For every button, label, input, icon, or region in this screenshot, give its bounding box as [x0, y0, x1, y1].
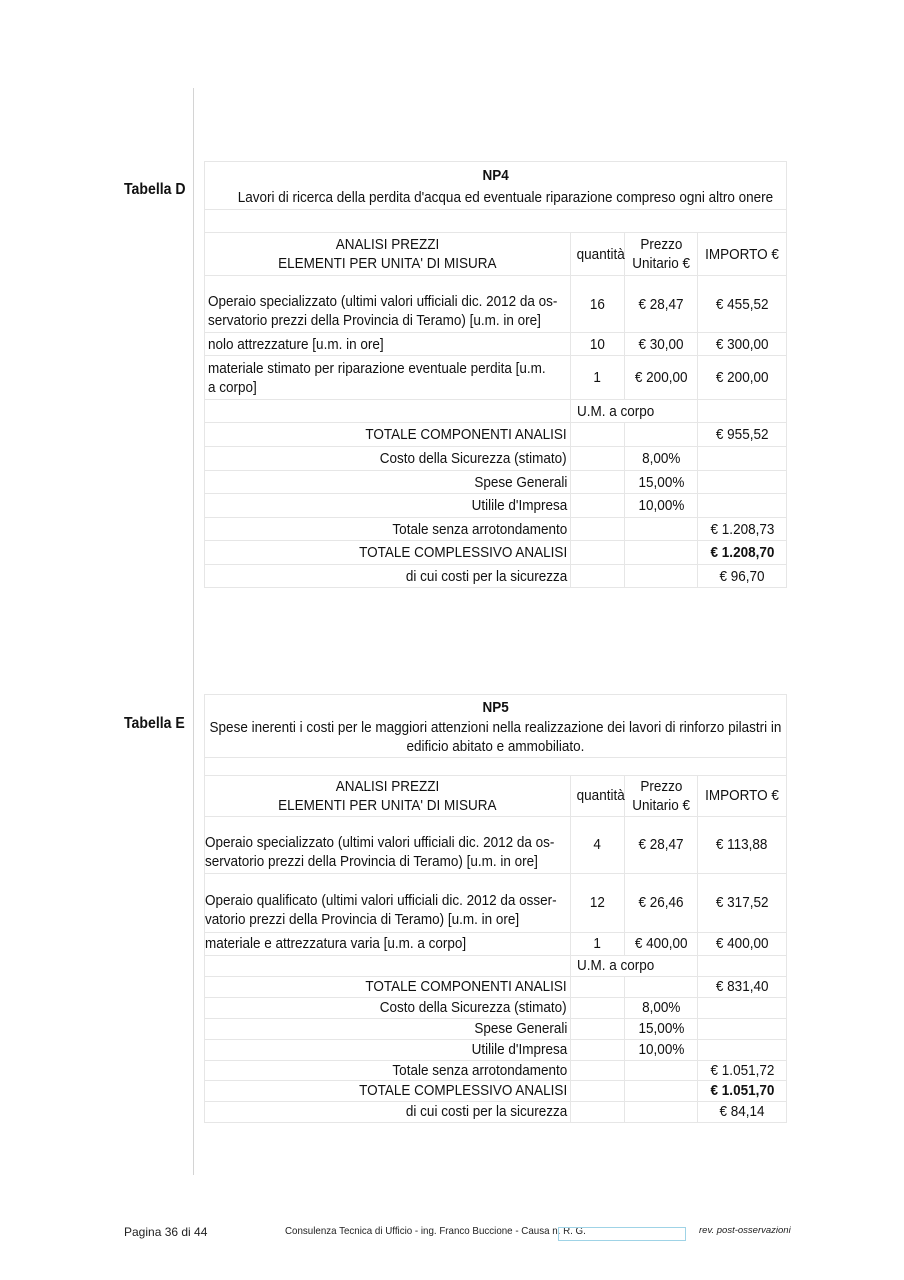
- header-quantita: quantità: [576, 245, 625, 263]
- summary-amount: € 955,52: [715, 426, 769, 443]
- summary-label: Costo della Sicurezza (stimato): [380, 450, 567, 467]
- summary-amount: € 1.208,73: [710, 520, 774, 538]
- item-amount: € 400,00: [715, 935, 769, 952]
- item-qty: 4: [593, 836, 602, 853]
- summary-row: [205, 1101, 787, 1122]
- item-desc: nolo attrezzature [u.m. in ore]: [208, 335, 384, 353]
- header-analisi: ANALISI PREZZI: [335, 236, 440, 253]
- summary-label: TOTALE COMPLESSIVO ANALISI: [358, 544, 567, 561]
- item-price: € 28,47: [638, 836, 684, 853]
- item-amount: € 113,88: [716, 836, 768, 853]
- summary-amount-total: € 1.051,70: [710, 1082, 774, 1099]
- summary-row: [205, 976, 787, 997]
- item-price: € 200,00: [634, 369, 688, 386]
- header-importo: IMPORTO €: [705, 787, 779, 804]
- item-price: € 400,00: [634, 935, 688, 952]
- item-description: Lavori di ricerca della perdita d'acqua ed eventuale riparazione compreso ogni altro onere: [237, 188, 774, 206]
- summary-label: Utilile d'Impresa: [471, 497, 567, 514]
- summary-label: Spese Generali: [473, 1020, 567, 1037]
- item-amount: € 200,00: [715, 369, 769, 386]
- header-importo: IMPORTO €: [705, 245, 779, 263]
- table-row: [205, 276, 787, 333]
- summary-row: [205, 1018, 787, 1039]
- table-row: [205, 873, 787, 932]
- summary-label: Totale senza arrotondamento: [392, 520, 567, 538]
- summary-pct: 10,00%: [638, 1041, 684, 1058]
- header-prezzo: Prezzo: [639, 236, 683, 253]
- item-desc: Operaio specializzato (ultimi valori ufficiali dic. 2012 da os- servatorio prezzi della Provincia di Teramo) [u.m. in ore]: [208, 293, 558, 329]
- summary-row: [205, 518, 787, 541]
- item-amount: € 317,52: [715, 894, 769, 911]
- summary-pct: 8,00%: [641, 999, 681, 1016]
- table-row: [205, 356, 787, 400]
- summary-row: [205, 494, 787, 518]
- item-amount: € 455,52: [715, 295, 769, 313]
- price-analysis-table-np5: [204, 694, 787, 1123]
- table-row: [205, 333, 787, 356]
- summary-amount-total: € 1.208,70: [710, 544, 774, 561]
- table-label: Tabella D: [124, 181, 186, 198]
- summary-amount: € 831,40: [715, 978, 769, 995]
- summary-amount: € 84,14: [719, 1103, 765, 1120]
- summary-label: TOTALE COMPONENTI ANALISI: [365, 978, 567, 995]
- item-description: Spese inerenti i costi per le maggiori attenzioni nella realizzazione dei lavori di rinforzo pilastri in edificio abitato e ammobiliato.: [209, 718, 782, 755]
- summary-row: [205, 471, 787, 494]
- summary-row: [205, 1060, 787, 1080]
- summary-label: Costo della Sicurezza (stimato): [380, 999, 567, 1016]
- table-row: [205, 816, 787, 873]
- item-price: € 30,00: [638, 335, 684, 353]
- summary-row: [205, 565, 787, 588]
- item-desc: materiale e attrezzatura varia [u.m. a corpo]: [205, 935, 467, 952]
- unit-measure: U.M. a corpo: [577, 402, 655, 420]
- summary-amount: € 1.051,72: [710, 1061, 774, 1079]
- spacer-row: [205, 757, 787, 775]
- item-amount: € 300,00: [715, 335, 769, 353]
- summary-label: Utilile d'Impresa: [471, 1041, 567, 1058]
- item-desc: Operaio qualificato (ultimi valori ufficiali dic. 2012 da osser- vatorio prezzi della Provincia di Teramo) [u.m. in ore]: [205, 891, 557, 928]
- table-label: Tabella E: [124, 715, 185, 732]
- item-qty: 10: [589, 335, 606, 353]
- summary-label: TOTALE COMPONENTI ANALISI: [365, 426, 567, 443]
- item-qty: 16: [589, 295, 606, 313]
- table-row: [205, 932, 787, 955]
- summary-amount: € 96,70: [719, 567, 765, 585]
- item-qty: 12: [589, 894, 606, 911]
- summary-row: [205, 997, 787, 1018]
- item-price: € 28,47: [638, 295, 684, 313]
- page-margin-line: [193, 88, 194, 1175]
- summary-row: [205, 1080, 787, 1101]
- header-elementi: ELEMENTI PER UNITA' DI MISURA: [278, 255, 497, 272]
- summary-label: TOTALE COMPLESSIVO ANALISI: [358, 1082, 567, 1099]
- header-prezzo: Prezzo: [639, 777, 683, 795]
- summary-pct: 10,00%: [638, 497, 684, 514]
- summary-label: Spese Generali: [473, 473, 567, 491]
- item-qty: 1: [593, 935, 602, 952]
- summary-pct: 8,00%: [641, 450, 681, 467]
- price-analysis-table-np4: [204, 161, 787, 588]
- header-analisi: ANALISI PREZZI: [335, 777, 440, 795]
- footer-text: Consulenza Tecnica di Ufficio - ing. Franco Buccione - Causa n. R. G.: [285, 1225, 586, 1237]
- summary-row: [205, 1039, 787, 1060]
- item-code: NP4: [482, 167, 509, 185]
- spacer-row: [205, 210, 787, 233]
- summary-label: Totale senza arrotondamento: [392, 1061, 567, 1079]
- item-price: € 26,46: [638, 894, 684, 911]
- item-code: NP5: [482, 699, 509, 716]
- header-quantita: quantità: [576, 787, 625, 804]
- header-unitario: Unitario €: [632, 796, 690, 814]
- header-elementi: ELEMENTI PER UNITA' DI MISURA: [278, 796, 497, 814]
- case-number-field: [558, 1227, 686, 1241]
- item-desc: Operaio specializzato (ultimi valori ufficiali dic. 2012 da os- servatorio prezzi della Provincia di Teramo) [u.m. in ore]: [205, 833, 555, 870]
- summary-row: [205, 541, 787, 565]
- summary-row: [205, 423, 787, 447]
- item-qty: 1: [593, 369, 602, 386]
- summary-pct: 15,00%: [638, 1020, 684, 1037]
- item-desc: materiale stimato per riparazione eventuale perdita [u.m. a corpo]: [208, 359, 546, 396]
- page-number: Pagina 36 di 44: [124, 1225, 208, 1239]
- summary-label: di cui costi per la sicurezza: [405, 567, 567, 585]
- revision-note: rev. post-osservazioni: [699, 1225, 791, 1236]
- summary-label: di cui costi per la sicurezza: [405, 1103, 567, 1120]
- summary-pct: 15,00%: [638, 473, 684, 491]
- unit-measure: U.M. a corpo: [577, 957, 655, 974]
- header-unitario: Unitario €: [632, 255, 690, 272]
- summary-row: [205, 447, 787, 471]
